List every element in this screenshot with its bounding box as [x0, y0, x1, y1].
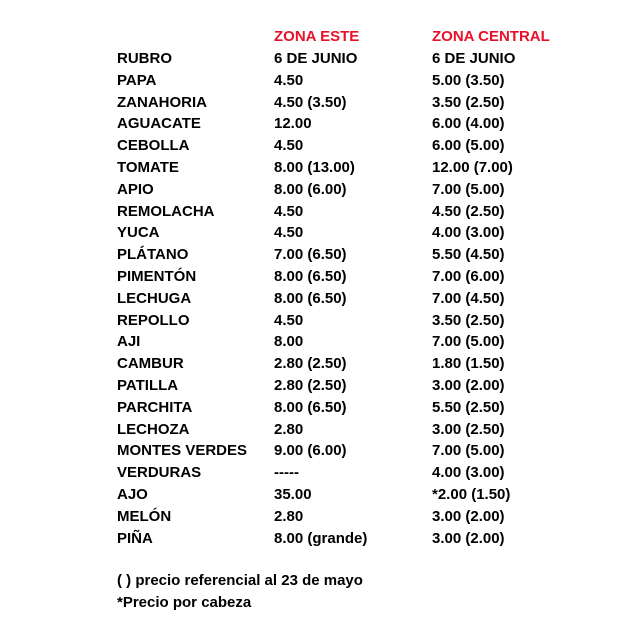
item-name-cell: MONTES VERDES	[117, 442, 248, 460]
zona-este-price-cell: -----	[274, 464, 299, 482]
zona-este-price-cell: 8.00 (6.50)	[274, 267, 347, 285]
table-row	[0, 462, 644, 484]
zona-central-price-cell: 3.50 (2.50)	[432, 311, 505, 329]
zona-este-price-cell: 12.00	[274, 115, 312, 133]
zona-este-price-cell: 2.80	[274, 420, 304, 438]
zona-central-price-cell: 4.00 (3.00)	[432, 464, 505, 482]
zona-central-price-cell: 5.50 (4.50)	[432, 246, 505, 264]
zona-central-price-cell: 7.00 (5.00)	[432, 180, 505, 198]
table-row	[0, 201, 644, 223]
item-name-cell: REMOLACHA	[117, 202, 215, 220]
zona-este-price-cell: 8.00	[274, 333, 304, 351]
table-row	[0, 506, 644, 528]
item-name-cell: AJI	[117, 333, 141, 351]
table-row	[0, 419, 644, 441]
item-name-cell: PATILLA	[117, 376, 179, 394]
zona-central-price-cell: 6.00 (5.00)	[432, 137, 505, 155]
zona-central-price-cell: 6.00 (4.00)	[432, 115, 505, 133]
zona-este-price-cell: 8.00 (grande)	[274, 529, 368, 547]
table-row	[0, 113, 644, 135]
zona-este-price-cell: 8.00 (6.50)	[274, 398, 347, 416]
table-row	[0, 397, 644, 419]
item-name-cell: TOMATE	[117, 158, 179, 176]
item-name-cell: CAMBUR	[117, 355, 184, 373]
table-row	[0, 440, 644, 462]
item-name-cell: APIO	[117, 180, 154, 198]
zona-central-heading: ZONA CENTRAL	[432, 28, 550, 45]
zona-central-price-cell: 3.00 (2.50)	[432, 420, 505, 438]
zona-central-price-cell: *2.00 (1.50)	[432, 485, 511, 503]
zona-central-price-cell: 12.00 (7.00)	[432, 158, 513, 176]
zona-central-price-cell: 7.00 (5.00)	[432, 333, 505, 351]
zona-este-heading: ZONA ESTE	[274, 28, 360, 45]
zona-este-price-cell: 4.50	[274, 224, 304, 242]
table-row	[0, 70, 644, 92]
zona-central-price-cell: 3.00 (2.00)	[432, 376, 505, 394]
table-row	[0, 310, 644, 332]
table-row	[0, 222, 644, 244]
table-row	[0, 331, 644, 353]
price-table	[0, 48, 644, 549]
table-row	[0, 266, 644, 288]
zona-central-price-cell: 3.50 (2.50)	[432, 93, 505, 111]
item-name-cell: PIMENTÓN	[117, 267, 197, 285]
item-name-cell: LECHUGA	[117, 289, 192, 307]
item-name-cell: PARCHITA	[117, 398, 193, 416]
zona-este-price-cell: 7.00 (6.50)	[274, 246, 347, 264]
table-row	[0, 375, 644, 397]
zona-central-price-cell: 6 DE JUNIO	[432, 50, 516, 67]
zona-central-price-cell: 7.00 (4.50)	[432, 289, 505, 307]
table-row	[0, 288, 644, 310]
zona-este-price-cell: 2.80 (2.50)	[274, 376, 347, 394]
item-name-cell: PAPA	[117, 71, 157, 89]
item-name-cell: YUCA	[117, 224, 160, 242]
item-name-cell: PIÑA	[117, 529, 153, 547]
item-name-cell: REPOLLO	[117, 311, 190, 329]
zona-este-price-cell: 4.50	[274, 71, 304, 89]
table-row	[0, 92, 644, 114]
table-row	[0, 179, 644, 201]
table-row	[0, 244, 644, 266]
zona-central-price-cell: 5.00 (3.50)	[432, 71, 505, 89]
table-row	[0, 484, 644, 506]
zona-este-price-cell: 8.00 (6.00)	[274, 180, 347, 198]
zona-central-price-cell: 1.80 (1.50)	[432, 355, 505, 373]
zona-este-price-cell: 4.50	[274, 202, 304, 220]
item-name-cell: PLÁTANO	[117, 246, 189, 264]
table-row	[0, 157, 644, 179]
zona-central-price-cell: 5.50 (2.50)	[432, 398, 505, 416]
footnote-per-head: *Precio por cabeza	[117, 594, 252, 611]
zona-este-price-cell: 8.00 (13.00)	[274, 158, 355, 176]
item-name-cell: VERDURAS	[117, 464, 202, 482]
zona-central-price-cell: 7.00 (5.00)	[432, 442, 505, 460]
zona-este-price-cell: 2.80	[274, 507, 304, 525]
item-name-cell: LECHOZA	[117, 420, 190, 438]
zona-este-price-cell: 4.50 (3.50)	[274, 93, 347, 111]
zona-este-price-cell: 4.50	[274, 137, 304, 155]
zona-este-price-cell: 6 DE JUNIO	[274, 50, 358, 67]
zona-central-price-cell: 3.00 (2.00)	[432, 507, 505, 525]
item-name-cell: CEBOLLA	[117, 137, 190, 155]
zona-central-price-cell: 3.00 (2.00)	[432, 529, 505, 547]
table-row	[0, 528, 644, 550]
zona-central-price-cell: 4.50 (2.50)	[432, 202, 505, 220]
zona-este-price-cell: 2.80 (2.50)	[274, 355, 347, 373]
item-name-cell: AJO	[117, 485, 148, 503]
table-row	[0, 353, 644, 375]
item-name-cell: AGUACATE	[117, 115, 201, 133]
table-row	[0, 135, 644, 157]
item-name-cell: RUBRO	[117, 50, 172, 67]
zona-este-price-cell: 8.00 (6.50)	[274, 289, 347, 307]
zona-este-price-cell: 4.50	[274, 311, 304, 329]
footnote-reference-price: ( ) precio referencial al 23 de mayo	[117, 572, 363, 589]
zona-central-price-cell: 7.00 (6.00)	[432, 267, 505, 285]
footnotes	[117, 570, 363, 614]
zone-header-row	[0, 27, 644, 47]
table-header-row	[0, 48, 644, 70]
zona-este-price-cell: 35.00	[274, 485, 312, 503]
zona-central-price-cell: 4.00 (3.00)	[432, 224, 505, 242]
item-name-cell: MELÓN	[117, 507, 172, 525]
item-name-cell: ZANAHORIA	[117, 93, 207, 111]
zona-este-price-cell: 9.00 (6.00)	[274, 442, 347, 460]
